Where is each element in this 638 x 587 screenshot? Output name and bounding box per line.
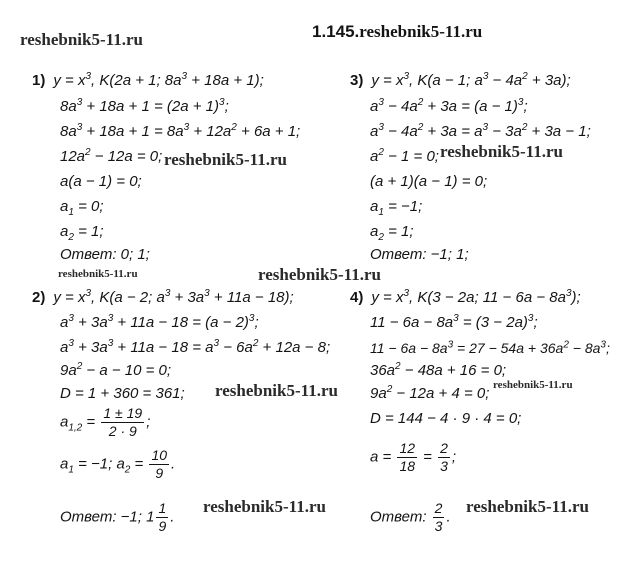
p2-line1: 2) $y = x^3$, K(a − 2; $a^3 + 3a^3 + 11a - 18$); (32, 288, 294, 306)
p4-line1: 4) $y = x^3$, K(3 − 2a; $11 - 6a - 8a^3$); (350, 288, 581, 306)
problem-title (312, 22, 482, 42)
p2-line3: $a^3 + 3a^3 + 11a - 18 = a^3 - 6a^2 + 12a - 8$; (60, 338, 331, 356)
watermark: reshebnik5-11.ru (58, 268, 138, 280)
p1-line2: $8a^3 + 18a + 1 = (2a + 1)^3$; (60, 97, 229, 115)
p4-line6: D = 144 − 4 · 9 · 4 = 0; (370, 410, 522, 427)
p3-line2: $a^3 - 4a^2 + 3a = (a - 1)^3$; (370, 97, 528, 115)
p4-number: 4) (350, 289, 364, 306)
p3-line6: $a_1 = -1$; (370, 198, 423, 218)
fraction: $\frac{10}{9}$ (151, 447, 168, 481)
p4-line7: a = $\frac{12}{18}$ = $\frac{2}{3}$ ; (370, 440, 457, 474)
watermark: reshebnik5-11.ru (466, 497, 589, 516)
fraction: $\frac{2}{3}$ (440, 440, 448, 474)
p1-line1: 1) $y = x^3$, K(2a + 1; $8a^3 + 18a + 1$); (32, 71, 264, 89)
p4-line4: $36a^2 - 48a + 16 = 0$; (370, 361, 507, 379)
p3-line4: $a^2 - 1 = 0$; (370, 147, 439, 165)
p3-line3: $a^3 - 4a^2 + 3a = a^3 - 3a^2 + 3a - 1$; (370, 122, 591, 140)
watermark: reshebnik5-11.ru (164, 150, 287, 169)
p2-line4: $9a^2 - a - 10 = 0$; (60, 361, 172, 379)
p1-line6: $a_1 = 0$; (60, 198, 104, 218)
p4-answer: Ответ: $\frac{2}{3}$ . (370, 500, 451, 534)
fraction: $\frac{2}{3}$ (434, 500, 443, 534)
p1-number: 1) (32, 72, 46, 89)
watermark: reshebnik5-11.ru (20, 30, 143, 49)
p2-line5: D = 1 + 360 = 361; (60, 385, 185, 402)
p1-line5: a(a − 1) = 0; (60, 173, 142, 190)
p2-answer: Ответ: −1; 1 $\frac{1}{9}$ . (60, 500, 175, 534)
p3-answer: Ответ: −1; 1; (370, 246, 469, 263)
p1-line4: $12a^2 - 12a = 0$; (60, 147, 163, 165)
p2-line7: $a_1 = -1$; $a_2$ = $\frac{10}{9}$ . (60, 447, 176, 481)
p1-line7: $a_2 = 1$; (60, 223, 104, 243)
p3-line5: (a + 1)(a − 1) = 0; (370, 173, 488, 190)
p2-line2: $a^3 + 3a^3 + 11a - 18 = (a - 2)^3$; (60, 313, 259, 331)
p3-line7: $a_2 = 1$; (370, 223, 414, 243)
p3-number: 3) (350, 72, 364, 89)
p4-line3: $11 - 6a - 8a^3 = 27 - 54a + 36a^2 - 8a^3$; (370, 339, 610, 356)
problem-number: 1.145. (312, 22, 360, 41)
watermark: reshebnik5-11.ru (215, 381, 338, 400)
p4-line2: $11 - 6a - 8a^3 = (3 - 2a)^3$; (370, 313, 538, 331)
watermark: reshebnik5-11.ru (440, 142, 563, 161)
title-site: reshebnik5-11.ru (359, 22, 483, 41)
watermark: reshebnik5-11.ru (493, 379, 573, 391)
watermark: reshebnik5-11.ru (258, 265, 381, 284)
watermark: reshebnik5-11.ru (203, 497, 326, 516)
p2-line6: $a_{1,2}$ = $\frac{1 \pm 19}{2 \cdot 9}$ ; (60, 405, 151, 439)
fraction: $\frac{1}{9}$ (158, 500, 167, 534)
fraction: $\frac{12}{18}$ (399, 440, 416, 474)
p1-answer: Ответ: 0; 1; (60, 246, 150, 263)
p3-line1: 3) $y = x^3$, K(a − 1; $a^3 - 4a^2 + 3a$); (350, 71, 571, 89)
p4-line5: $9a^2 - 12a + 4 = 0$; (370, 384, 490, 402)
p1-line3: $8a^3 + 18a + 1 = 8a^3 + 12a^2 + 6a + 1$; (60, 122, 301, 140)
p2-number: 2) (32, 289, 46, 306)
fraction: $\frac{1 \pm 19}{2 \cdot 9}$ (103, 405, 143, 439)
